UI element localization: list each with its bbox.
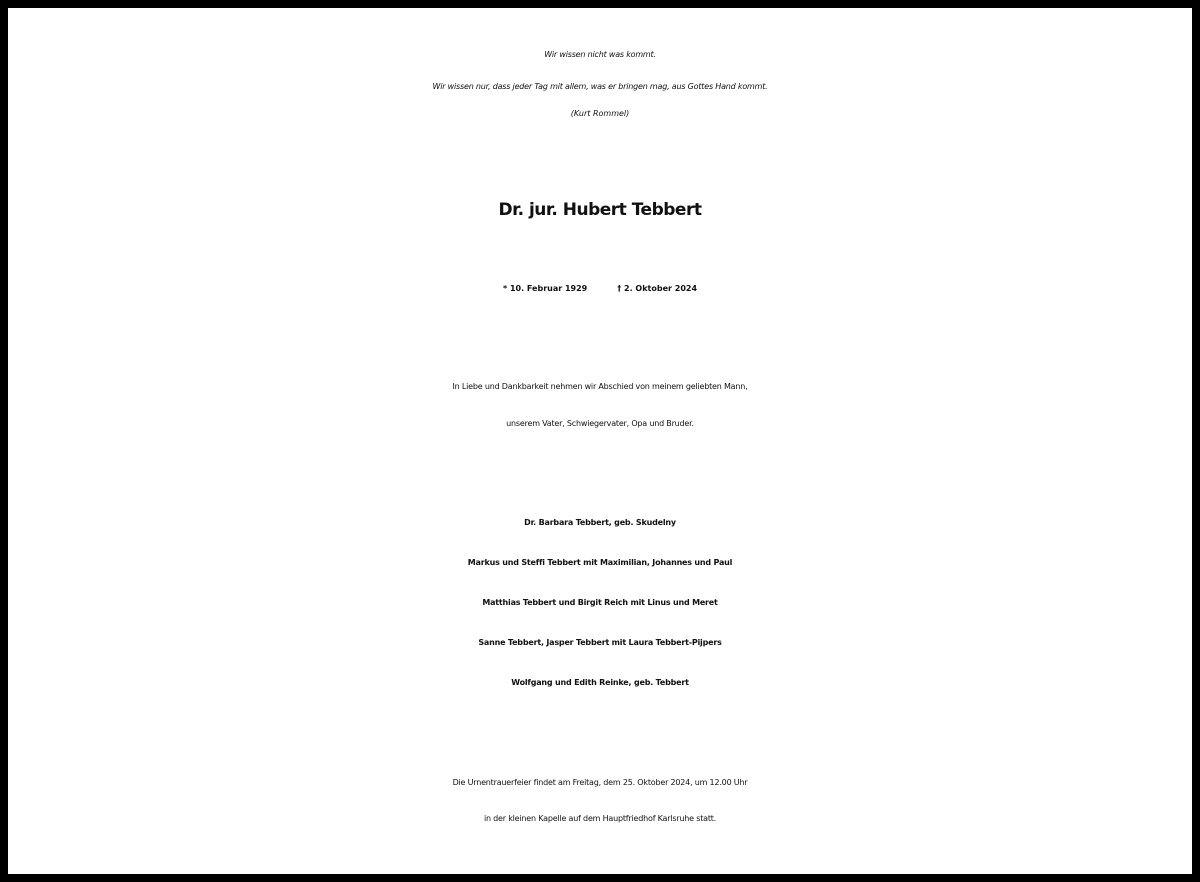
quote-source: (Kurt Rommel) (570, 109, 630, 118)
farewell-line-2: unserem Vater, Schwiegervater, Opa und Bruder. (506, 419, 694, 428)
deceased-name: Dr. jur. Hubert Tebbert (498, 200, 702, 220)
mourner-line: Markus und Steffi Tebbert mit Maximilian, Johannes und Paul (467, 558, 733, 567)
death-date: † 2. Oktober 2024 (617, 284, 698, 293)
mourner-line: Sanne Tebbert, Jasper Tebbert mit Laura Tebbert-Pijpers (478, 638, 722, 647)
mourner-line: Matthias Tebbert und Birgit Reich mit Linus und Meret (482, 598, 718, 607)
quote-line-2: Wir wissen nur, dass jeder Tag mit allem, was er bringen mag, aus Gottes Hand kommt. (432, 82, 768, 91)
mourner-line: Dr. Barbara Tebbert, geb. Skudelny (524, 518, 676, 527)
birth-date: * 10. Februar 1929 (502, 284, 588, 293)
farewell-line-1: In Liebe und Dankbarkeit nehmen wir Abschied von meinem geliebten Mann, (452, 382, 748, 391)
ceremony-line-2: in der kleinen Kapelle auf dem Hauptfriedhof Karlsruhe statt. (483, 814, 717, 823)
quote-line-1: Wir wissen nicht was kommt. (544, 50, 656, 59)
mourner-line: Wolfgang und Edith Reinke, geb. Tebbert (511, 678, 689, 687)
life-dates (8, 284, 1192, 293)
ceremony-line-1: Die Urnentrauerfeier findet am Freitag, dem 25. Oktober 2024, um 12.00 Uhr (452, 778, 748, 787)
